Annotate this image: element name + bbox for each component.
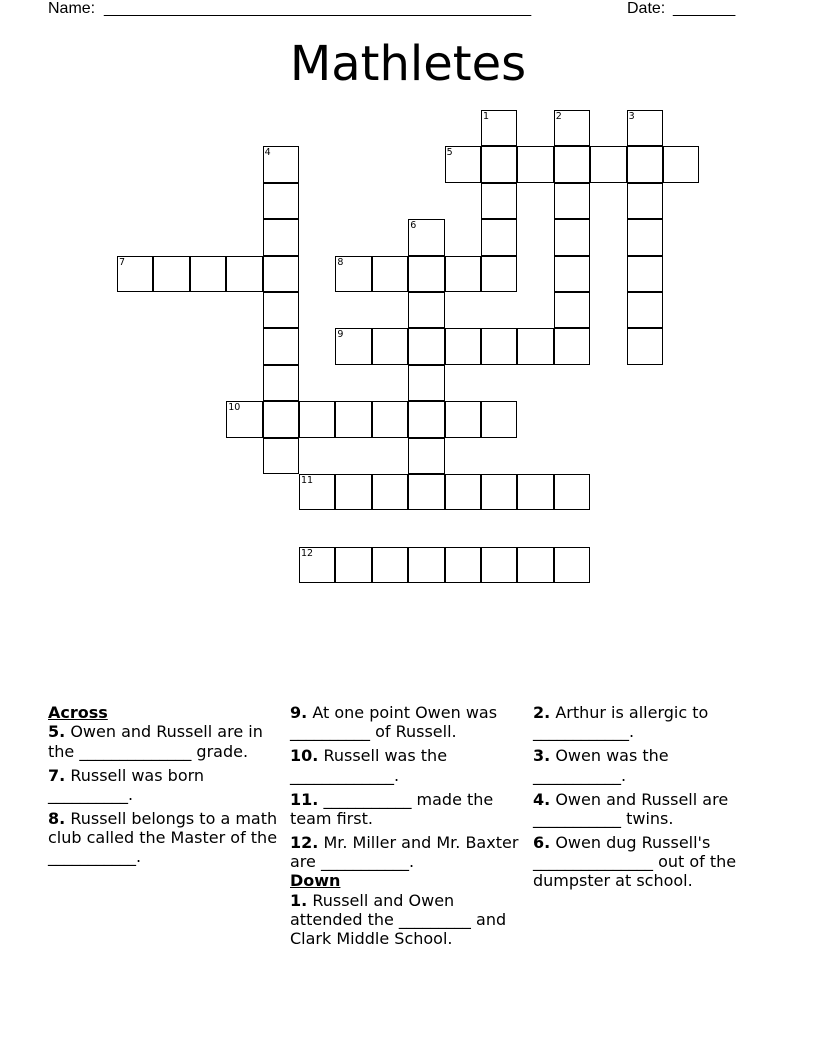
clue-across-8 — [48, 809, 278, 867]
date-label: Date: — [627, 0, 666, 17]
grid-cell[interactable] — [554, 474, 590, 510]
clue-text: Owen was the ___________. — [533, 746, 669, 785]
across-heading: Across — [48, 703, 108, 722]
grid-cell[interactable] — [408, 547, 444, 583]
clue-across-10 — [290, 746, 520, 785]
date-field[interactable]: _______ — [673, 0, 736, 17]
grid-cell[interactable] — [408, 474, 444, 510]
clue-number-label: 12 — [301, 547, 314, 559]
clue-number: 8. — [48, 808, 66, 828]
name-field[interactable]: ________________________________________________ — [104, 0, 532, 17]
clue-text: Russell was the _____________. — [290, 746, 448, 785]
clue-text: At one point Owen was __________ of Russell. — [290, 703, 498, 742]
grid-cell[interactable] — [372, 547, 408, 583]
clue-number-label: 1 — [483, 111, 490, 122]
grid-cell[interactable] — [372, 328, 408, 364]
grid-cell[interactable] — [372, 474, 408, 510]
grid-cell[interactable] — [226, 256, 262, 292]
grid-cell[interactable] — [590, 146, 626, 182]
grid-cell[interactable] — [445, 547, 481, 583]
clue-down-2 — [533, 703, 763, 742]
clue-text: Mr. Miller and Mr. Baxter are ___________. — [290, 832, 519, 872]
clue-number: 12. — [290, 832, 319, 852]
clue-number: 9. — [290, 703, 308, 722]
grid-cell[interactable] — [299, 401, 335, 437]
grid-cell[interactable] — [627, 328, 663, 364]
clue-number-label: 6 — [410, 220, 417, 232]
grid-cell[interactable] — [554, 256, 590, 292]
clue-number: 11. — [290, 789, 319, 809]
grid-cell[interactable] — [408, 292, 444, 328]
grid-cell[interactable] — [263, 401, 299, 437]
grid-cell[interactable] — [445, 474, 481, 510]
grid-cell[interactable] — [263, 256, 299, 292]
clue-number-label: 5 — [446, 147, 453, 159]
clue-number: 1. — [290, 890, 308, 910]
grid-cell[interactable] — [481, 474, 517, 510]
grid-cell[interactable] — [481, 219, 517, 255]
grid-cell[interactable] — [481, 328, 517, 364]
grid-cell[interactable] — [627, 256, 663, 292]
grid-cell[interactable] — [481, 183, 517, 219]
grid-cell[interactable] — [263, 219, 299, 255]
grid-cell[interactable] — [481, 256, 517, 292]
grid-cell[interactable] — [372, 256, 408, 292]
grid-cell[interactable] — [263, 328, 299, 364]
grid-cell[interactable] — [263, 365, 299, 401]
clue-down-6 — [533, 833, 763, 891]
clue-text: Owen and Russell are ___________ twins. — [533, 789, 729, 828]
grid-cell[interactable] — [554, 292, 590, 328]
grid-cell[interactable] — [554, 219, 590, 255]
grid-cell[interactable] — [335, 474, 371, 510]
clue-number: 3. — [533, 746, 551, 766]
grid-cell[interactable] — [335, 401, 371, 437]
clue-across-7 — [48, 766, 278, 805]
clue-text: Russell was born __________. — [48, 765, 205, 804]
clue-number: 5. — [48, 722, 66, 742]
grid-cell[interactable] — [554, 328, 590, 364]
grid-cell[interactable] — [445, 328, 481, 364]
grid-cell[interactable] — [627, 183, 663, 219]
clue-number: 2. — [533, 703, 551, 722]
grid-cell[interactable] — [627, 146, 663, 182]
grid-cell[interactable] — [408, 256, 444, 292]
clues-column-1 — [48, 703, 278, 871]
clue-number-label: 4 — [264, 147, 271, 159]
clue-across-11 — [290, 790, 520, 829]
clue-across-9 — [290, 703, 520, 742]
name-label: Name: — [48, 0, 96, 17]
clue-number-label: 10 — [228, 402, 241, 414]
grid-cell[interactable] — [627, 219, 663, 255]
puzzle-title: Mathletes — [289, 36, 527, 92]
grid-cell[interactable] — [263, 292, 299, 328]
grid-cell[interactable] — [408, 328, 444, 364]
clue-across-12 — [290, 833, 520, 872]
grid-cell[interactable] — [663, 146, 699, 182]
grid-cell[interactable] — [554, 146, 590, 182]
grid-cell[interactable] — [445, 401, 481, 437]
clue-text: Owen and Russell are in the ______________ grade. — [48, 722, 263, 761]
grid-cell[interactable] — [263, 183, 299, 219]
clue-text: Owen dug Russell's _______________ out of the dumpster at school. — [533, 832, 737, 891]
clue-down-4 — [533, 790, 763, 829]
grid-cell[interactable] — [554, 547, 590, 583]
clue-text: Russell belongs to a math club called the Master of the ___________. — [48, 808, 278, 867]
grid-cell[interactable] — [481, 401, 517, 437]
grid-cell[interactable] — [408, 438, 444, 474]
clue-number-label: 7 — [119, 256, 126, 268]
grid-cell[interactable] — [517, 547, 553, 583]
down-heading: Down — [290, 871, 341, 891]
grid-cell[interactable] — [517, 146, 553, 182]
grid-cell[interactable] — [408, 401, 444, 437]
clue-text: Russell and Owen attended the _________ and Clark Middle School. — [290, 890, 507, 949]
grid-cell[interactable] — [627, 292, 663, 328]
clue-text: ___________ made the team first. — [290, 789, 494, 828]
grid-cell[interactable] — [481, 547, 517, 583]
clue-number-label: 8 — [337, 256, 344, 268]
grid-cell[interactable] — [190, 256, 226, 292]
grid-cell[interactable] — [408, 365, 444, 401]
grid-cell[interactable] — [481, 146, 517, 182]
grid-cell[interactable] — [153, 256, 189, 292]
clue-across-5 — [48, 722, 278, 761]
clues-column-2 — [290, 703, 520, 953]
clue-number-label: 3 — [628, 111, 635, 122]
grid-cell[interactable] — [335, 547, 371, 583]
clues-column-3 — [533, 703, 763, 895]
clue-number-label: 9 — [337, 329, 344, 341]
grid-cell[interactable] — [445, 256, 481, 292]
grid-cell[interactable] — [263, 438, 299, 474]
grid-cell[interactable] — [372, 401, 408, 437]
clue-number: 4. — [533, 789, 551, 809]
clue-number: 7. — [48, 765, 66, 785]
clue-number: 6. — [533, 832, 551, 852]
grid-cell[interactable] — [517, 328, 553, 364]
clue-number: 10. — [290, 746, 319, 766]
clue-text: Arthur is allergic to ____________. — [533, 703, 709, 742]
grid-cell[interactable] — [554, 183, 590, 219]
clue-down-1 — [290, 891, 520, 949]
clue-down-3 — [533, 746, 763, 785]
clue-number-label: 11 — [301, 475, 314, 486]
grid-cell[interactable] — [517, 474, 553, 510]
clue-number-label: 2 — [555, 111, 562, 122]
